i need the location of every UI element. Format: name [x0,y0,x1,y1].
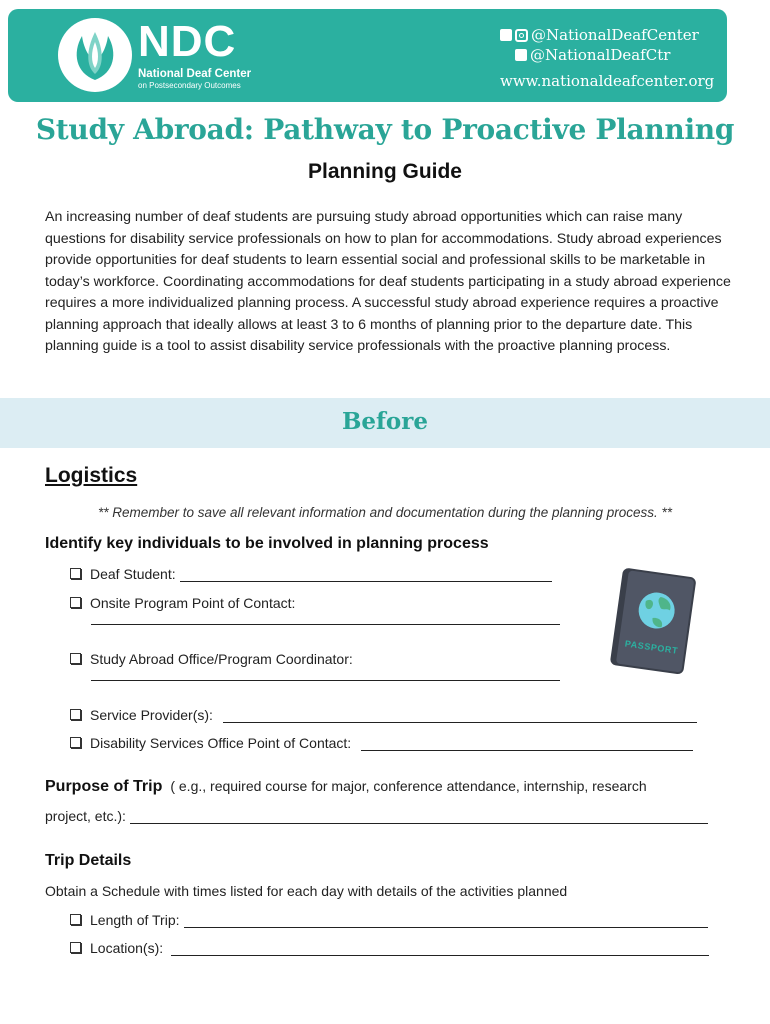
social-handles [500,25,699,65]
identify-heading: Identify key individuals to be involved in planning process [45,535,489,552]
org-name: National Deaf Center [138,68,252,80]
list-item [70,912,708,928]
instagram-icon[interactable] [515,29,528,42]
field-label: Study Abroad Office/Program Coordinator: [90,651,353,667]
trip-location-field[interactable] [171,941,709,956]
checkbox-icon[interactable] [70,597,81,608]
passport-label: PASSPORT [624,638,679,656]
study-abroad-coordinator-field[interactable] [91,679,560,681]
list-item [70,940,709,956]
facebook-icon[interactable] [500,29,512,41]
list-item [70,707,697,723]
field-label: Service Provider(s): [90,707,213,723]
social-handle-twitter[interactable]: @NationalDeafCtr [530,46,671,64]
intro-paragraph: An increasing number of deaf students are pursuing study abroad opportunities which can raise many questions for disability service professionals on how to plan for accommodations. Study abroad experiences provide opportunities for deaf students to learn essential social and professional skills to be marketable in today’s workforce. Coordinating accommodations for deaf students participating in a study abroad experience requires a more individualized planning process. A successful study abroad experience requires a proactive planning approach that ideally allows at least 3 to 6 months of planning prior to the departure date. This planning guide is a tool to assist disability service professionals with the proactive planning process. [45,209,731,354]
section-band-before [0,398,770,448]
twitter-icon[interactable] [515,49,527,61]
checkbox-icon[interactable] [70,709,81,720]
logistics-heading: Logistics [45,464,138,487]
reminder-note: ** Remember to save all relevant information and documentation during the planning process. ** [97,505,673,520]
ndc-logo-text: NDC [138,17,237,66]
deaf-student-field[interactable] [180,567,552,582]
purpose-hint: ( e.g., required course for major, conference attendance, internship, research [170,778,647,794]
service-provider-field[interactable] [223,708,697,723]
checkbox-icon[interactable] [70,942,81,953]
social-handle-facebook[interactable]: @NationalDeafCenter [531,26,699,44]
purpose-hint-cont: project, etc.): [45,808,126,824]
ndc-logo-icon [58,18,132,92]
trip-details-heading: Trip Details [45,852,132,869]
field-label: Length of Trip: [90,912,180,928]
website-link[interactable]: www.nationaldeafcenter.org [500,72,715,90]
checkbox-icon[interactable] [70,568,81,579]
list-item [70,566,552,582]
page-title: Study Abroad: Pathway to Proactive Planning [35,113,735,146]
org-subtitle: on Postsecondary Outcomes [138,81,241,90]
field-label: Deaf Student: [90,566,176,582]
schedule-instruction: Obtain a Schedule with times listed for each day with details of the activities planned [45,883,568,899]
passport-icon [602,566,702,683]
checkbox-icon[interactable] [70,914,81,925]
list-item [70,595,295,611]
field-label: Onsite Program Point of Contact: [90,595,296,611]
onsite-contact-field[interactable] [91,623,560,625]
list-item [70,651,353,667]
trip-length-field[interactable] [184,913,708,928]
field-label: Disability Services Office Point of Contact: [90,735,352,751]
page-subtitle: Planning Guide [307,160,462,183]
purpose-field[interactable] [130,809,708,824]
checkbox-icon[interactable] [70,653,81,664]
purpose-heading: Purpose of Trip [45,778,163,795]
section-heading-before: Before [341,408,429,435]
field-label: Location(s): [90,940,164,956]
purpose-row [45,778,647,796]
list-item [70,735,693,751]
disability-services-contact-field[interactable] [361,736,693,751]
checkbox-icon[interactable] [70,737,81,748]
purpose-field-row [45,808,708,824]
